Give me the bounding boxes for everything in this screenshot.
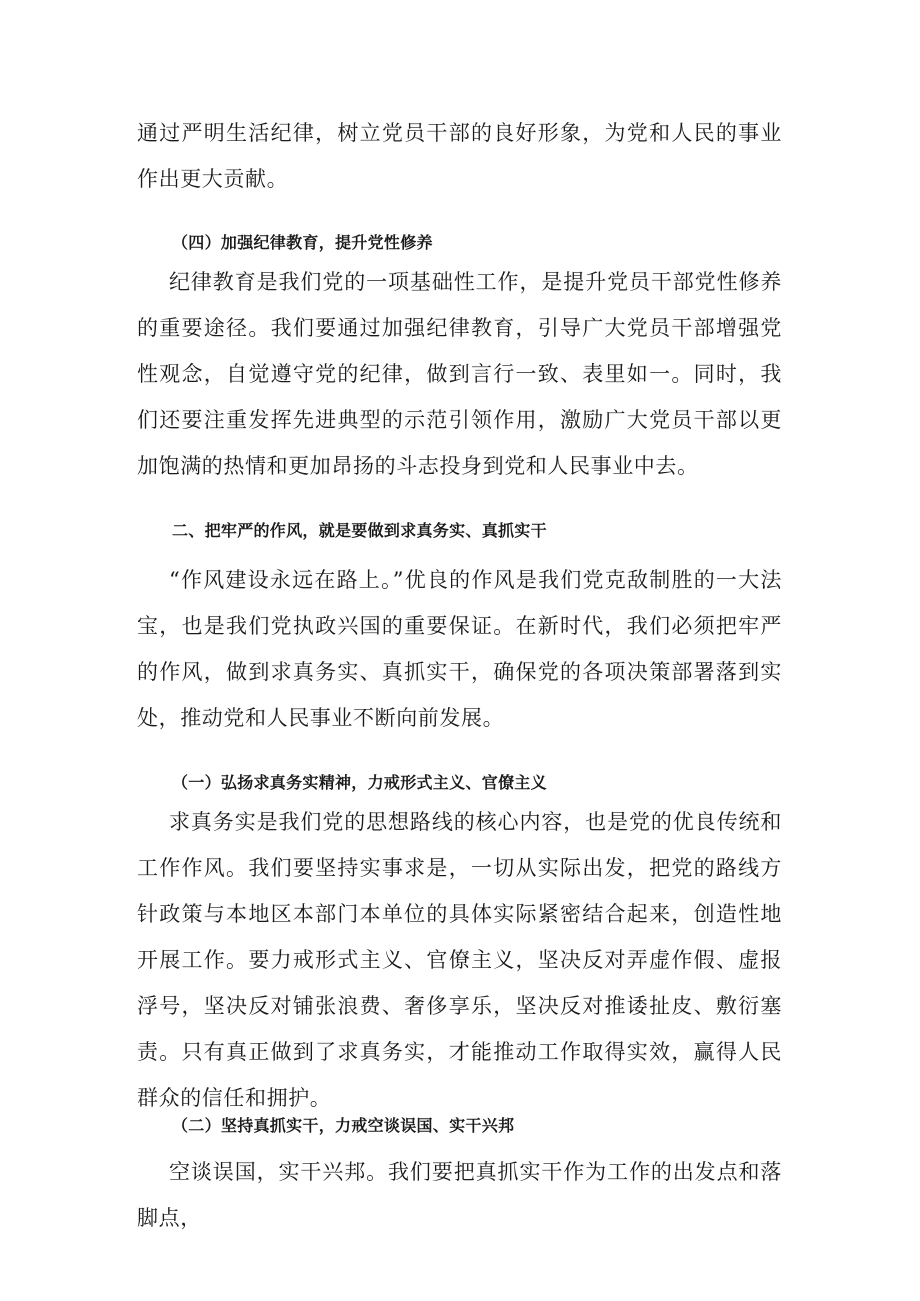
heading-section-two-work-style: 二、把牢严的作风，就是要做到求真务实、真抓实干 (172, 521, 547, 540)
paragraph-truth-seeking: 求真务实是我们党的思想路线的核心内容，也是党的优良传统和工作作风。我们要坚持实事求是，一切从实际出发，把党的路线方针政策与本地区本部门本单位的具体实际紧密结合起来，创造性地开展工作。要力戒形式主义、官僚主义，坚决反对弄虚作假、虚报浮号，坚决反对铺张浪费、奢侈享乐，坚决反对推诿扯皮、敷衍塞责。只有真正做到了求真务实，才能推动工作取得实效，赢得人民群众的信任和拥护。 (137, 810, 782, 1110)
heading-truth-seeking-spirit: （一）弘扬求真务实精神，力戒形式主义、官僚主义 (172, 773, 547, 792)
heading-strengthen-discipline-education: （四）加强纪律教育，提升党性修养 (172, 233, 433, 252)
paragraph-work-style: “作风建设永远在路上。”优良的作风是我们党克敌制胜的一大法宝，也是我们党执政兴国的重要保证。在新时代，我们必须把牢严的作风，做到求真务实、真抓实干，确保党的各项决策部署落到实处，推动党和人民事业不断向前发展。 (137, 568, 782, 730)
paragraph-discipline-education: 纪律教育是我们党的一项基础性工作，是提升党员干部党性修养的重要途径。我们要通过加强纪律教育，引导广大党员干部增强党性观念，自觉遵守党的纪律，做到言行一致、表里如一。同时，我们还要注重发挥先进典型的示范引领作用，激励广大党员干部以更加饱满的热情和更加昂扬的斗志投身到党和人民事业中去。 (137, 270, 782, 478)
paragraph-hard-work: 空谈误国，实干兴邦。我们要把真抓实干作为工作的出发点和落脚点， (137, 1160, 782, 1230)
heading-hard-work: （二）坚持真抓实干，力戒空谈误国、实干兴邦 (172, 1116, 515, 1135)
paragraph-continuation: 通过严明生活纪律，树立党员干部的良好形象，为党和人民的事业作出更大贡献。 (137, 121, 782, 191)
